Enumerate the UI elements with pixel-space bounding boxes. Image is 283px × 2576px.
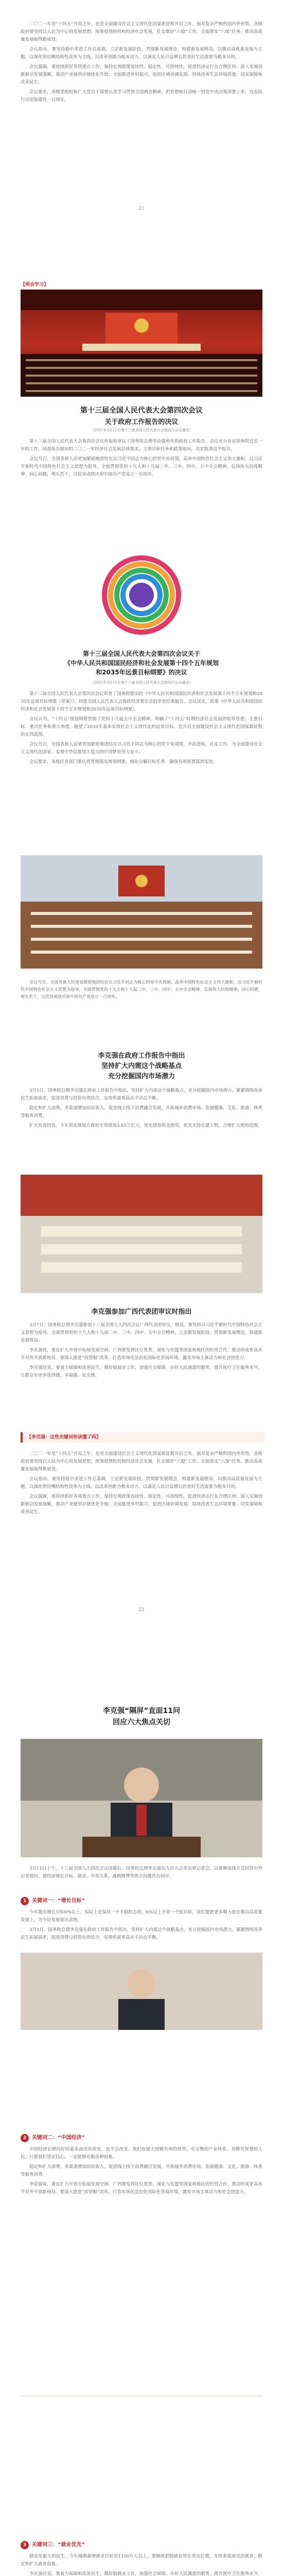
article2-cont [21,979,262,1003]
paragraph: 会议要求，各级党组织和广大党员干部要认真学习贯彻全国两会精神，把思想和行动统一到党中央决策部署上来，以实际行动迎接建党一百周年。 [21,90,262,103]
interpretation-body [21,1450,262,1518]
banner-text: 【李克强：这些关键词你读懂了吗】 [27,1435,101,1440]
paragraph: 扩大有效投资。今年拟安排地方政府专项债券3.65万亿元，优化债券资金使用，优先支持在建工程，合理扩大使用范围。 [29,1123,262,1128]
paragraph: 3月5日，国务院总理李克强在政府工作报告中指出，坚持扩大内需这个战略基点，充分挖掘国内市场潜力。紧紧围绕改善民生拓展需求，促进消费与投资有效结合，实现供需更高水平动态平衡。 [21,1088,262,1101]
intro-text [21,21,262,106]
article2-title [21,649,262,677]
paragraph: 李克强说，要在扩大开放中拓展发展空间。广西要发挥区位优势，深化与东盟等国家和地区的经贸合作，推动形成更高水平对外开放新格局。要深入推进“放管服”改革，打造市场化法治化国际化营商环境，激发市场主体活力和社会创造力。 [21,1348,262,1361]
qa-number: 3 [21,2541,29,2549]
congress-hall-illustration [21,290,262,397]
qa-illustration [21,1953,262,2030]
title-line: 第十三届全国人民代表大会第四次会议关于 [82,650,200,657]
title-line: 李克强“隔屏”直面11问 [103,1707,180,1715]
paragraph: 二〇二一年是“十四五”开局之年，也是全面建设社会主义现代化国家新征程开启之年。面对复杂严峻的国内外形势，各级政府要坚持以人民为中心的发展思想，统筹疫情防控和经济社会发展，扎实做好“六稳”工作、全面落实“六保”任务，推动高质量发展取得新成效。 [21,22,262,42]
article1-body [21,438,262,481]
title-line: 《中华人民共和国国民经济和社会发展第十四个五年规划 [64,659,219,667]
article-title: 第十三届全国人民代表大会第四次会议 [80,406,203,415]
paragraph: 3月7日，国务院总理李克强参加十三届全国人大四次会议广西代表团审议。他说，要坚持以习近平新时代中国特色社会主义思想为指导，全面贯彻党的十九大和十九届二中、三中、四中、五中全会精神，立足新发展阶段、贯彻新发展理念、构建新发展格局。 [21,1323,262,1343]
paragraph: 会议号召，全国各族人民更加紧密地团结在以习近平同志为核心的党中央周围，高举中国特色社会主义伟大旗帜，以习近平新时代中国特色社会主义思想为指导，全面贯彻党的十九大和十九届二中、三中、四中、五中全会精神，弘扬伟大抗疫精神，同心同德，埋头苦干，以优异成绩庆祝中国共产党成立一百周年。 [21,980,262,999]
article3-body [21,1087,262,1132]
title-line: 李克强在政府工作报告中指出 [98,1052,185,1060]
paragraph: 今年提出增长目标6%以上，实际上是保持一个平稳的态势。6%以上不是一个低目标，我们要把更多精力放在推动高质量发展上，为今后发展留出余地。 [21,1910,262,1923]
paragraph: 会议号召，全国各族人民更加紧密地团结在以习近平同志为核心的党中央周围，高举中国特色社会主义伟大旗帜，以习近平新时代中国特色社会主义思想为指导，全面贯彻党的十九大和十九届二中、三中、四中、五中全会精神，弘扬伟大抗疫精神，同心同德，埋头苦干，以优异成绩庆祝中国共产党成立一百周年。 [21,456,262,477]
paragraph: 会议强调，要持续抓好各项重点工作，保持宏观政策连续性、稳定性、可持续性，促进经济运行在合理区间；深入实施创新驱动发展战略，推动产业链供应链优化升级；全面推进乡村振兴，促进区域协调发展；持续改善生态环境质量；切实保障和改善民生。 [21,1494,262,1515]
paragraph: 第十三届全国人民代表大会第四次会议审查了国务院提出的《中华人民共和国国民经济和社会发展第十四个五年规划和2035年远景目标纲要（草案）》，同意全国人民代表大会财政经济委员会的审查结果报告。会议决定，批准《中华人民共和国国民经济和社会发展第十四个五年规划和2035年远景目标纲要》。 [21,691,262,712]
title-line: 坚持扩大内需这个战略基点 [101,1062,182,1070]
paragraph: 第十三届全国人民代表大会第四次会议听取和审议了国务院总理李克强所作的政府工作报告。会议充分肯定国务院过去一年的工作，同意报告提出的二〇二一年经济社会发展总体要求、主要目标任务和政策取向，决定批准这个报告。 [21,439,262,452]
paragraph: 李克强说，要在扩大开放中拓展发展空间。广西要发挥区位优势，深化与东盟等国家和地区的经贸合作，推动形成更高水平对外开放新格局。要深入推进“放管服”改革，打造市场化法治化国际化营商环境，激发市场主体活力和社会创造力。 [21,2182,262,2195]
paragraph: 3月11日上午，十三届全国人大四次会议闭幕后，国务院总理李克强在人民大会堂出席记者会，以视频连线方式回答中外记者提问，就经济增长目标、就业、中美关系、减税降费等热点问题作出回应。 [21,1866,262,1879]
paragraph: 会议指出，要坚持稳中求进工作总基调，立足新发展阶段，贯彻新发展理念，构建新发展格局，以推动高质量发展为主题，以深化供给侧结构性改革为主线，以改革创新为根本动力，以满足人民日益增长的美好生活需要为根本目的。 [21,47,262,60]
article3-title [21,1051,262,1082]
paragraph: 会议认为，“十四五”规划纲要贯彻了党的十九届五中全会精神，明确了“十四五”时期经济社会发展的指导思想、主要目标、重点任务和重大举措，展望了2035年基本实现社会主义现代化的远景目标，是开启全面建设社会主义现代化国家新征程的宏伟蓝图。 [21,717,262,737]
interpretation-banner [21,1432,264,1443]
paragraph: 稳定和扩大消费。多渠道增加居民收入。促进线上线下消费融合发展，开拓城乡消费市场。发展健康、文化、旅游、体育等服务消费。 [21,2164,262,2177]
article4-body [21,1321,262,1382]
qa-number: 2 [21,2134,29,2142]
qa-heading [21,2133,85,2142]
press-conference-photo [21,1739,262,1857]
article4-title: 李克强参加广西代表团审议时指出 [91,1308,192,1316]
paragraph: 二〇二一年是“十四五”开局之年，也是全面建设社会主义现代化国家新征程开启之年。面对复杂严峻的国内外形势，各级政府要坚持以人民为中心的发展思想，统筹疫情防控和经济社会发展，扎实做好“六稳”工作、全面落实“六保”任务，推动高质量发展取得新成效。 [21,1451,262,1472]
qa-heading [21,2540,85,2549]
paragraph: 会议号召，全国各族人民要更加紧密地团结在以习近平同志为核心的党中央周围，开拓进取，扎实工作，为全面建设社会主义现代化国家、实现中华民族伟大复兴的中国梦而努力奋斗。 [21,742,262,755]
section-tag: 【两会学习】 [21,282,49,287]
paragraph: 会议要求，各地区各部门要认真贯彻落实规划纲要，细化分解目标任务，确保各项部署落到实处。 [29,759,218,765]
gdp-photo [21,1175,262,1293]
paragraph: 中国经济长期向好的基本面没有改变，也不会改变。我们有超大规模市场的优势，有完整的产业体系，有勤劳智慧的人民，只要我们坚定信心，一定能够克服各种困难。 [21,2147,262,2160]
meeting-illustration [21,1175,262,1293]
qa-heading [21,1896,85,1905]
paragraph: 会议指出，要坚持稳中求进工作总基调，立足新发展阶段，贯彻新发展理念，构建新发展格局，以推动高质量发展为主题，以深化供给侧结构性改革为主线，以改革创新为根本动力，以满足人民日益增长的美好生活需要为根本目的。 [21,1477,262,1489]
qa-photo-1 [21,1953,262,2030]
wreath-graphic [21,551,262,639]
title-line: 充分挖掘国内市场潜力 [108,1073,175,1080]
paragraph: 李克强还说，要着力保障和改善民生，做好稳就业工作，加强社会保障，办好人民满意的教育，提升医疗卫生服务水平， [29,2571,262,2576]
title-line: 回应六大焦点关切 [113,1718,170,1726]
session-illustration [21,855,262,969]
title-line: 和2035年远景目标纲要》的决议 [96,669,187,676]
paragraph: 就业是最大的民生。今年城镇新增就业目标是1100万人以上，要继续把稳就业放在突出位置，支持多渠道灵活就业，稳定和扩大就业容量。 [21,2554,262,2567]
qa-body [21,2553,262,2576]
paragraph: 稳定和扩大消费。多渠道增加居民收入。促进线上线下消费融合发展，开拓城乡消费市场。发展健康、文化、旅游、体育等服务消费。 [21,1106,262,1118]
qa-heading-text: 关键词三：“就业优先” [32,2542,85,2548]
fourteenth-plan-emblem [21,551,262,639]
congress-session-photo [21,855,262,969]
article2-body [21,690,262,768]
article-dateline: （2021年3月11日第十三届全国人民代表大会第四次会议通过） [90,681,193,685]
qa-heading-text: 关键词二：“中国经济” [32,2135,85,2141]
qa-number: 1 [21,1897,29,1905]
article5-body [21,1865,262,1883]
article-dateline: （2021年3月11日第十三届全国人民代表大会第四次会议通过） [90,428,193,432]
page-number: 21 [138,206,145,211]
congress-hall-photo [21,290,262,397]
press-conference-illustration [21,1739,262,1857]
qa-body [21,2146,262,2198]
article5-title [21,1705,262,1728]
qa-heading-text: 关键词一：“增长目标” [32,1898,85,1904]
paragraph: 3月5日，国务院总理李克强在政府工作报告中指出，坚持扩大内需这个战略基点，充分挖掘国内市场潜力。紧紧围绕改善民生拓展需求，促进消费与投资有效结合，实现供需更高水平动态平衡。 [21,1927,262,1940]
article-subtitle: 关于政府工作报告的决议 [104,418,179,426]
paragraph: 李克强还说，要着力保障和改善民生，做好稳就业工作，加强社会保障，办好人民满意的教育，提升医疗卫生服务水平，让群众有更多获得感、幸福感、安全感。 [21,1365,262,1378]
qa-body [21,1909,262,1944]
paragraph: 会议强调，要持续抓好各项重点工作，保持宏观政策连续性、稳定性、可持续性，促进经济运行在合理区间；深入实施创新驱动发展战略，推动产业链供应链优化升级；全面推进乡村振兴，促进区域协调发展；持续改善生态环境质量；切实保障和改善民生。 [21,64,262,85]
page-number: 22 [138,1607,145,1613]
